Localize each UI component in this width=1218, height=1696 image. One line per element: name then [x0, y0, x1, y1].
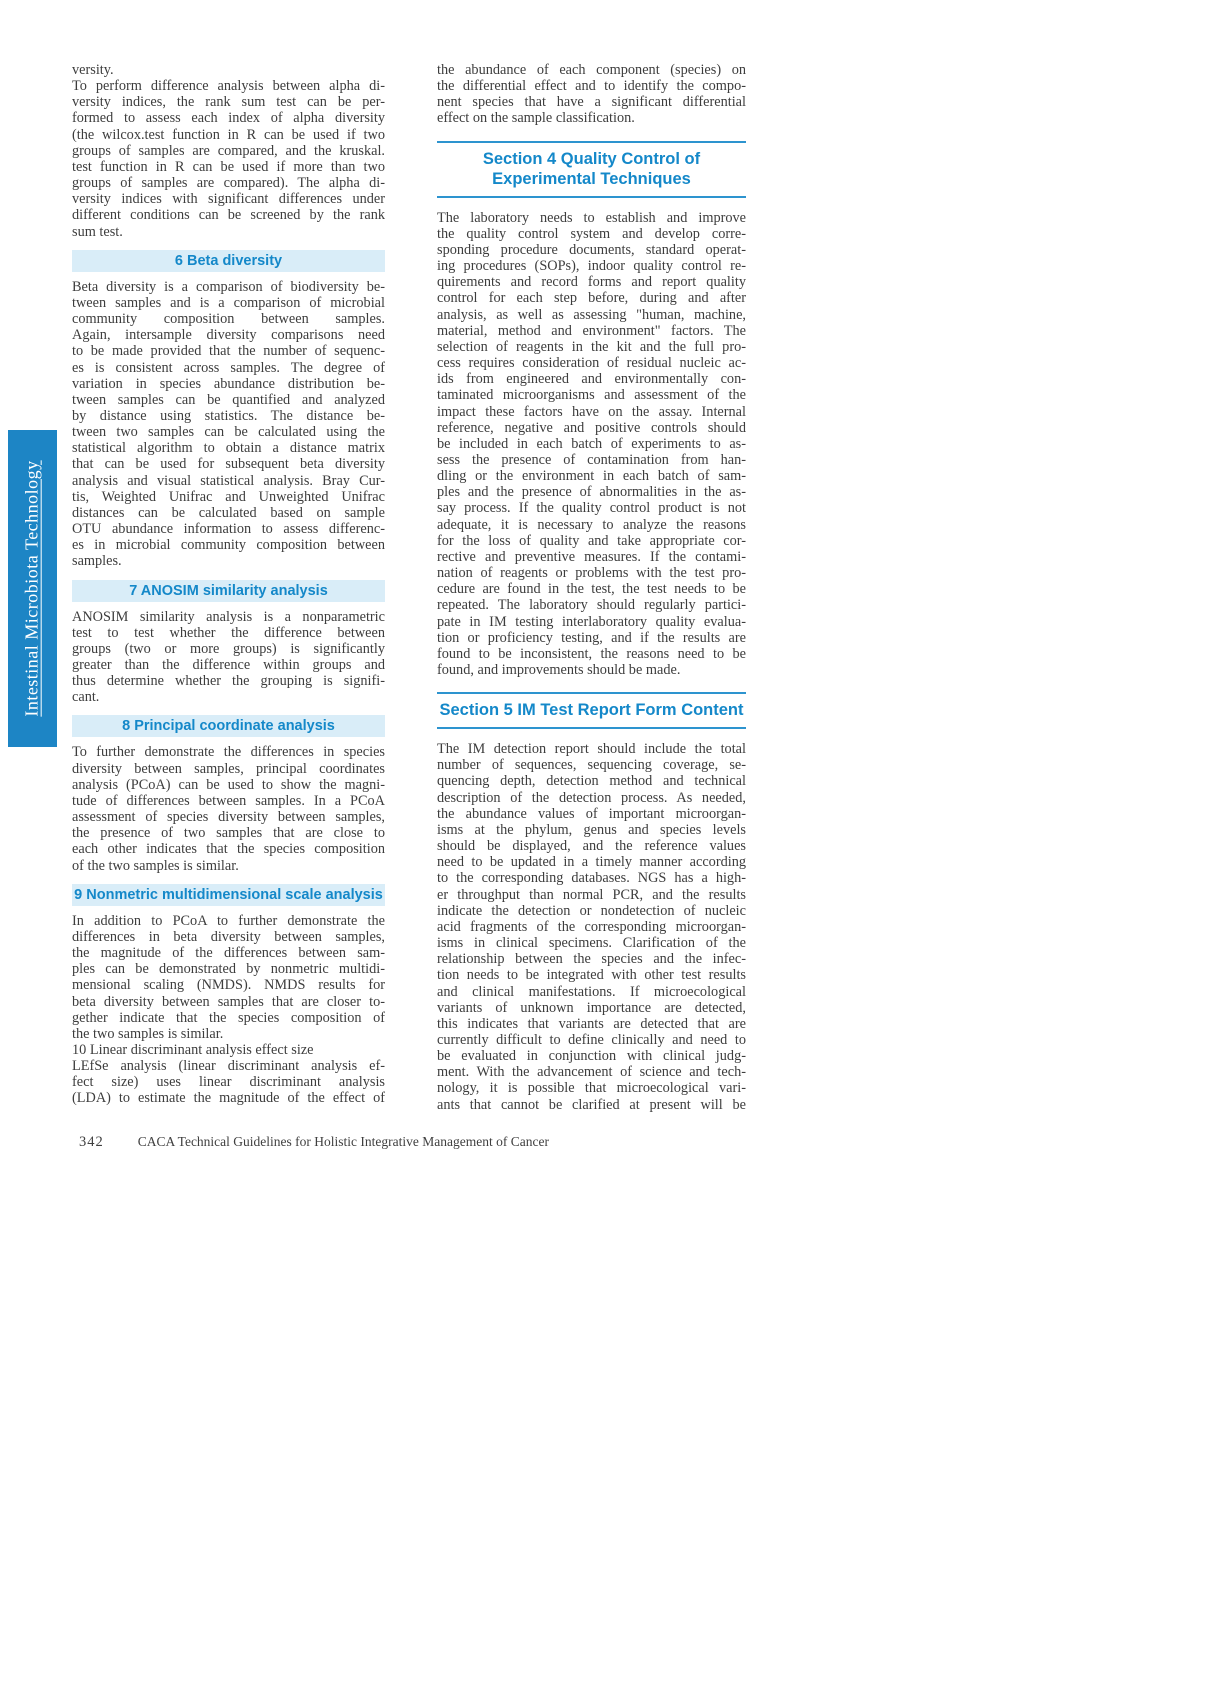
text-line: found, and improvements should be made.	[437, 662, 681, 678]
text-line: nation of reagents or problems with the test pro-	[437, 565, 746, 582]
paragraph	[72, 1058, 385, 1106]
paragraph	[72, 1042, 385, 1058]
text-line: tion needs to be integrated with other test results	[437, 967, 746, 984]
text-line: analysis and visual statistical analysis. Bray Cur-	[72, 472, 385, 489]
chapter-side-tab	[8, 430, 57, 747]
text-line: to the corresponding databases. NGS has a high-	[437, 870, 746, 887]
text-line: adequate, it is necessary to analyze the reasons	[437, 516, 746, 533]
text-line: taminated microorganisms and assessment of the	[437, 387, 746, 404]
text-line: different conditions can be screened by the rank	[72, 207, 385, 224]
text-line: ids from engineered and environmentally con-	[437, 371, 746, 388]
text-line: test to test whether the difference between	[72, 624, 385, 641]
paragraph	[72, 62, 385, 78]
text-line: cess requires consideration of residual nucleic ac-	[437, 355, 746, 372]
text-line: isms in clinical specimens. Clarification of the	[437, 935, 746, 952]
text-line: be evaluated in conjunction with clinical judg-	[437, 1048, 746, 1065]
paragraph	[72, 279, 385, 570]
text-line: nology, it is possible that microecological vari-	[437, 1080, 746, 1097]
text-line: es is consistent across samples. The degree of	[72, 359, 385, 376]
text-line: ples and the presence of abnormalities in the as-	[437, 484, 746, 501]
text-line: found to be inconsistent, the reasons need to be	[437, 645, 746, 662]
text-line: (LDA) to estimate the magnitude of the effect of	[72, 1090, 385, 1107]
page-number: 342	[79, 1134, 104, 1150]
paragraph	[437, 210, 746, 679]
text-line: tween samples and is a comparison of microbial	[72, 294, 385, 311]
text-line: currently difficult to define clinically and need to	[437, 1031, 746, 1048]
text-line: acid fragments of the corresponding microorgan-	[437, 918, 746, 935]
text-line: To further demonstrate the differences in species	[72, 744, 385, 761]
text-line: In addition to PCoA to further demonstrate the	[72, 912, 385, 929]
section-heading-line: Section 4 Quality Control of	[482, 149, 701, 168]
text-line: OTU abundance information to assess differenc-	[72, 521, 385, 538]
text-line: quencing depth, detection method and technical	[437, 773, 746, 790]
text-line: LEfSe analysis (linear discriminant analysis ef-	[72, 1058, 385, 1075]
section-heading	[437, 692, 746, 729]
text-line: to be made provided that the number of sequenc-	[72, 343, 385, 360]
text-line: assessment of species diversity between samples,	[72, 809, 385, 826]
text-line: the quality control system and develop corre-	[437, 225, 746, 242]
text-line: each other indicates that the species composition	[72, 841, 385, 858]
text-line: ment. With the advancement of science and tech-	[437, 1064, 746, 1081]
text-line: To perform difference analysis between alpha di-	[72, 78, 385, 95]
text-line: material, method and environment" factors. The	[437, 322, 746, 339]
text-line: diversity between samples, principal coordinates	[72, 760, 385, 777]
text-line: the presence of two samples that are close to	[72, 825, 385, 842]
section-heading-line: Section 5 IM Test Report Form Content	[439, 701, 744, 720]
text-line: the abundance values of important microorgan-	[437, 805, 746, 822]
subsection-heading: 7 ANOSIM similarity analysis	[72, 580, 385, 602]
text-line: distances can be calculated based on sample	[72, 504, 385, 521]
page-footer	[79, 1134, 549, 1151]
section-heading	[437, 141, 746, 198]
text-line: this indicates that variants are detected that are	[437, 1015, 746, 1032]
text-line: control for each step before, during and after	[437, 290, 746, 307]
text-line: The laboratory needs to establish and improve	[437, 209, 746, 226]
text-line: by distance using statistics. The distance be-	[72, 407, 385, 424]
text-line: mensional scaling (NMDS). NMDS results for	[72, 977, 385, 994]
text-line: indicate the detection or nondetection of nucleic	[437, 902, 746, 919]
text-line: test function in R can be used if more than two	[72, 158, 385, 175]
footer-book-title: CACA Technical Guidelines for Holistic Integrative Management of Cancer	[137, 1134, 549, 1149]
text-line: cedure are found in the test, the test needs to be	[437, 581, 746, 598]
text-line: versity.	[72, 62, 114, 78]
text-line: rective and preventive measures. If the contami-	[437, 548, 746, 565]
text-line: dling or the environment in each batch of sam-	[437, 468, 746, 485]
text-line: groups (two or more groups) is significantly	[72, 640, 385, 657]
text-line: tween samples can be quantified and analyzed	[72, 391, 385, 408]
chapter-side-tab-label: Intestinal Microbiota Technology	[22, 460, 43, 717]
text-line: reference, negative and positive controls should	[437, 419, 746, 436]
subsection-heading: 6 Beta diversity	[72, 250, 385, 272]
text-line: ants that cannot be clarified at present will be	[437, 1096, 746, 1113]
text-line: ing procedures (SOPs), indoor quality control re-	[437, 258, 746, 275]
text-line: of the two samples is similar.	[72, 857, 239, 874]
text-line: ANOSIM similarity analysis is a nonparametric	[72, 608, 385, 625]
text-line: quirements and record forms and report quality	[437, 274, 746, 291]
text-line: that can be used for subsequent beta diversity	[72, 456, 385, 473]
text-line: impact these factors have on the assay. Internal	[437, 403, 746, 420]
text-line: tude of differences between samples. In a PCoA	[72, 792, 385, 809]
text-line: greater than the difference within groups and	[72, 657, 385, 673]
text-line: should be displayed, and the reference values	[437, 838, 746, 855]
section-heading-line: Experimental Techniques	[492, 169, 691, 188]
text-line: (the wilcox.test function in R can be used if two	[72, 126, 385, 143]
text-line: sponding procedure documents, standard operat-	[437, 241, 746, 258]
subsection-heading: 8 Principal coordinate analysis	[72, 715, 385, 737]
text-line: analysis (PCoA) can be used to show the magni-	[72, 776, 385, 793]
text-line: beta diversity between samples that are closer to-	[72, 993, 385, 1010]
paragraph	[437, 62, 746, 127]
paragraph	[72, 744, 385, 873]
text-line: gether indicate that the species composition of	[72, 1009, 385, 1026]
text-line: ples can be demonstrated by nonmetric multidi-	[72, 961, 385, 978]
text-line: groups of samples are compared, and the kruskal.	[72, 142, 385, 159]
text-line: samples.	[72, 553, 122, 570]
text-line: effect on the sample classification.	[437, 110, 635, 127]
text-line: variants of unknown importance are detected,	[437, 999, 746, 1016]
text-line: tween two samples can be calculated using the	[72, 424, 385, 441]
text-line: the magnitude of the differences between sam-	[72, 945, 385, 962]
text-line: description of the detection process. As needed,	[437, 789, 746, 806]
text-line: er throughput than normal PCR, and the results	[437, 886, 746, 903]
paragraph	[72, 913, 385, 1042]
text-line: say process. If the quality control product is not	[437, 500, 746, 517]
text-line: The IM detection report should include the total	[437, 741, 746, 758]
text-line: thus determine whether the grouping is signifi-	[72, 673, 385, 690]
text-line: cant.	[72, 689, 100, 706]
text-line: versity indices, the rank sum test can be per-	[72, 94, 385, 111]
text-line: number of sequences, sequencing coverage, se-	[437, 757, 746, 774]
text-line: fect size) uses linear discriminant analysis	[72, 1074, 385, 1091]
subsection-heading: 9 Nonmetric multidimensional scale analysis	[72, 884, 385, 906]
text-line: Again, intersample diversity comparisons need	[72, 327, 385, 344]
text-line: analysis, as well as assessing "human, machine,	[437, 306, 746, 323]
left-column	[72, 62, 385, 1107]
text-line: tis, Weighted Unifrac and Unweighted Unifrac	[72, 488, 385, 505]
text-line: sum test.	[72, 223, 123, 240]
text-line: formed to assess each index of alpha diversity	[72, 110, 385, 127]
paragraph	[72, 78, 385, 240]
text-line: for the loss of quality and take appropriate cor-	[437, 532, 746, 549]
text-line: nent species that have a significant differential	[437, 94, 746, 111]
text-line: es in microbial community composition between	[72, 537, 385, 554]
paragraph	[437, 741, 746, 1113]
text-line: 10 Linear discriminant analysis effect size	[72, 1041, 314, 1058]
text-line: statistical algorithm to obtain a distance matrix	[72, 440, 385, 457]
text-line: selection of reagents in the kit and the full pro-	[437, 338, 746, 355]
text-line: isms at the phylum, genus and species levels	[437, 821, 746, 838]
text-line: differences in beta diversity between samples,	[72, 928, 385, 945]
text-line: community composition between samples.	[72, 311, 385, 328]
text-line: Beta diversity is a comparison of biodiversity be-	[72, 278, 385, 295]
text-line: sess the presence of contamination from han-	[437, 451, 746, 468]
text-line: the abundance of each component (species) on	[437, 62, 746, 78]
text-line: versity indices with significant differences under	[72, 191, 385, 208]
text-line: repeated. The laboratory should regularly partici-	[437, 597, 746, 614]
right-column	[437, 62, 746, 1113]
text-line: the two samples is similar.	[72, 1025, 224, 1042]
text-line: be included in each batch of experiments to as-	[437, 435, 746, 452]
text-line: the differential effect and to identify the compo-	[437, 78, 746, 95]
text-line: tion or proficiency testing, and if the results are	[437, 629, 746, 646]
text-line: groups of samples are compared). The alpha di-	[72, 175, 385, 192]
text-line: variation in species abundance distribution be-	[72, 375, 385, 392]
text-line: need to be updated in a timely manner according	[437, 854, 746, 871]
text-line: pate in IM testing interlaboratory quality evalua-	[437, 613, 746, 630]
paragraph	[72, 609, 385, 706]
text-line: relationship between the species and the infec-	[437, 951, 746, 968]
text-line: and clinical manifestations. If microecological	[437, 983, 746, 1000]
